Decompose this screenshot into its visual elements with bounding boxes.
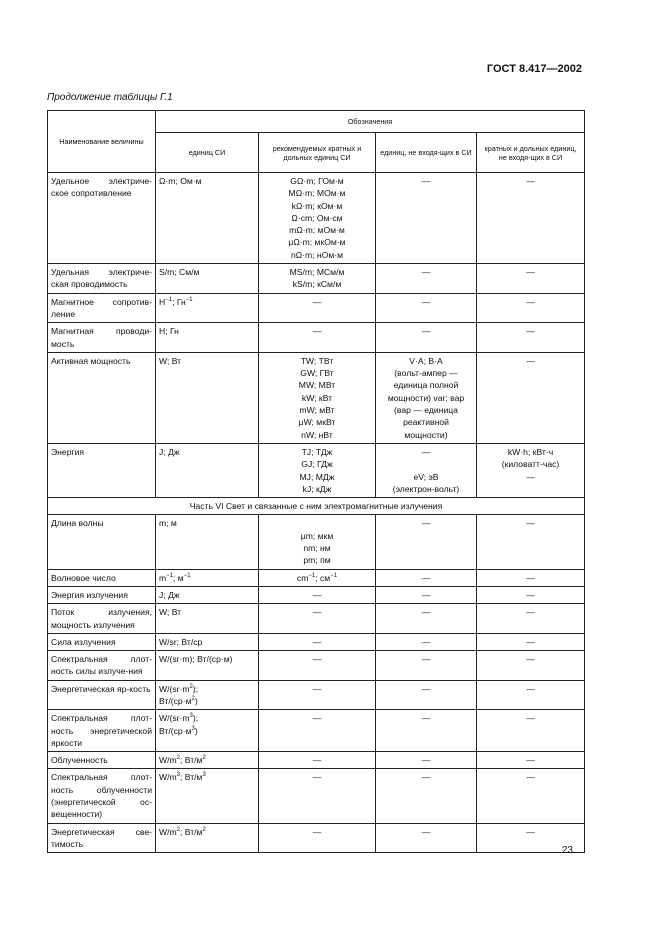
quantity-name: Магнитная проводи-мость — [48, 323, 156, 353]
si-unit-line — [159, 695, 255, 707]
si-multiple: MΩ·m; МОм·м — [288, 188, 346, 199]
non-si-multiples-cell — [477, 586, 585, 603]
si-unit-part: −1 — [185, 296, 193, 303]
quantity-name: Энергетическая яр-кость — [48, 680, 156, 710]
non-si-unit: — — [421, 683, 431, 694]
si-multiples-cell — [259, 443, 376, 497]
non-si-unit: единица полной — [393, 380, 459, 391]
non-si-multiples-cell — [477, 769, 585, 823]
table-row — [48, 323, 585, 353]
si-multiple: μW; мкВт — [298, 417, 336, 428]
non-si-multiples-cell — [477, 515, 585, 569]
si-unit-part: m — [159, 572, 167, 583]
si-unit-cell — [156, 323, 259, 353]
si-unit-cell — [156, 293, 259, 323]
non-si-cell — [376, 323, 477, 353]
quantity-name: Спектральная плот-ность облученности (энергетической ос-вещенности) — [48, 769, 156, 823]
non-si-multiple: — — [526, 572, 535, 583]
quantity-name: Активная мощность — [48, 352, 156, 443]
si-multiple: μΩ·m; мкОм·м — [288, 237, 346, 248]
non-si-multiple: — — [526, 826, 535, 837]
non-si-cell — [376, 710, 477, 752]
non-si-unit: — — [421, 826, 431, 837]
quantity-name: Энергия излучения — [48, 586, 156, 603]
si-multiple: MW; МВт — [298, 380, 336, 391]
non-si-multiples-cell — [477, 264, 585, 294]
non-si-unit: — — [421, 772, 431, 783]
si-unit: W/sr; Вт/ср — [159, 636, 203, 647]
si-multiple: MS/m; МСм/м — [289, 267, 345, 278]
non-si-multiple: — — [526, 755, 535, 766]
si-multiple-part: −1 — [330, 572, 338, 579]
si-multiple: — — [312, 636, 322, 647]
quantity-name: Спектральная плот-ность энергетической яркости — [48, 710, 156, 752]
non-si-cell — [376, 569, 477, 586]
si-multiples-cell — [259, 823, 376, 853]
si-unit-part: ; Вт/м — [180, 755, 203, 766]
table-row — [48, 680, 585, 710]
si-multiple: TW; ТВт — [300, 355, 334, 366]
si-multiples-cell — [259, 710, 376, 752]
quantity-name: Сила излучения — [48, 633, 156, 650]
si-multiple: nΩ·m; нОм·м — [290, 249, 344, 260]
si-unit-cell — [156, 680, 259, 710]
si-unit-cell — [156, 586, 259, 603]
si-unit-cell — [156, 569, 259, 586]
si-unit-part: 2 — [191, 696, 195, 703]
si-unit-cell — [156, 515, 259, 569]
non-si-cell — [376, 586, 477, 603]
non-si-multiples-cell — [477, 173, 585, 264]
page-number: 23 — [561, 845, 573, 856]
table-row — [48, 293, 585, 323]
si-unit-part: 2 — [176, 755, 181, 762]
non-si-cell — [376, 443, 477, 497]
table-row — [48, 710, 585, 752]
non-si-unit: (вар — единица — [394, 405, 458, 416]
si-multiple: kJ; кДж — [302, 483, 332, 494]
si-unit: H; Гн — [159, 326, 179, 337]
si-multiple: GW; ГВт — [300, 368, 334, 379]
si-multiple: — — [312, 654, 322, 665]
si-unit-part: 2 — [202, 755, 206, 762]
non-si-cell — [376, 264, 477, 294]
si-unit-line — [159, 725, 255, 737]
non-si-multiples-cell — [477, 293, 585, 323]
non-si-unit: мощности) — [404, 429, 448, 440]
si-multiples-cell — [259, 264, 376, 294]
si-unit-part: W/m — [159, 826, 177, 837]
si-multiple: GΩ·m; ГОм·м — [290, 176, 344, 186]
units-table — [47, 110, 585, 853]
si-multiple-part: ; см — [315, 572, 331, 583]
non-si-unit: мощности) var; вар — [387, 392, 465, 403]
section-title: Часть VI Свет и связанные с ним электромагнитные излучения — [48, 498, 585, 515]
si-unit-cell — [156, 352, 259, 443]
quantity-name: Длина волны — [48, 515, 156, 569]
si-multiples-cell — [259, 515, 376, 569]
table-row — [48, 173, 585, 264]
non-si-unit: — — [421, 296, 431, 307]
non-si-multiple: — — [526, 296, 535, 307]
quantity-name: Магнитное сопротив-ление — [48, 293, 156, 323]
non-si-multiple: — — [526, 683, 535, 694]
table-row — [48, 823, 585, 853]
si-multiples-cell — [259, 352, 376, 443]
non-si-cell — [376, 633, 477, 650]
header-non-si-units: единиц, не входя-щих в СИ — [376, 133, 477, 173]
si-multiples-cell — [259, 323, 376, 353]
si-multiples-cell — [259, 604, 376, 634]
si-multiple: kS/m; кСм/м — [292, 279, 342, 290]
si-unit-part: W/m — [159, 772, 177, 783]
si-multiple: mW; мВт — [299, 405, 335, 416]
si-unit-part: 3 — [176, 772, 181, 779]
si-unit: m; м — [159, 518, 177, 529]
table-row — [48, 569, 585, 586]
si-unit-part: W/(sr·m — [159, 683, 190, 694]
si-unit-part: ; м — [173, 572, 184, 583]
table-row — [48, 352, 585, 443]
si-unit-cell — [156, 752, 259, 769]
quantity-name: Облученность — [48, 752, 156, 769]
non-si-multiples-cell — [477, 352, 585, 443]
si-unit-part: W/m — [159, 755, 177, 766]
si-unit-cell — [156, 823, 259, 853]
non-si-unit: — — [421, 446, 431, 457]
table-row — [48, 633, 585, 650]
si-unit: W; Вт — [159, 607, 182, 618]
si-multiple: pm; пм — [303, 555, 331, 566]
non-si-unit: — — [421, 518, 431, 529]
non-si-multiple: — — [526, 267, 535, 278]
non-si-multiple: — — [526, 654, 535, 665]
non-si-multiple: — — [526, 355, 535, 366]
document-code: ГОСТ 8.417—2002 — [486, 63, 582, 75]
table-caption: Продолжение таблицы Г.1 — [47, 92, 173, 103]
non-si-multiple: — — [526, 589, 535, 600]
non-si-unit: — — [421, 755, 431, 766]
non-si-unit — [379, 458, 473, 470]
si-unit-part: H — [159, 296, 166, 307]
si-multiples-cell — [259, 680, 376, 710]
table-row — [48, 651, 585, 681]
si-unit-cell — [156, 264, 259, 294]
si-unit: J; Дж — [159, 446, 180, 457]
non-si-cell — [376, 823, 477, 853]
non-si-unit: (электрон-вольт) — [392, 483, 460, 494]
non-si-multiple: — — [526, 471, 535, 482]
header-si-multiples: рекомендуемых кратных и дольных единиц СИ — [259, 133, 376, 173]
non-si-cell — [376, 293, 477, 323]
si-multiple: TJ; ТДж — [301, 446, 333, 457]
non-si-unit: — — [421, 607, 431, 618]
si-multiples-cell — [259, 769, 376, 823]
si-multiple: GJ; ГДж — [301, 459, 333, 470]
si-unit: J; Дж — [159, 589, 180, 600]
si-unit-line — [159, 712, 255, 724]
table-row — [48, 515, 585, 569]
non-si-cell — [376, 651, 477, 681]
header-designations: Обозначения — [156, 111, 585, 133]
si-unit-part: 2 — [189, 683, 193, 690]
si-unit-part: −1 — [183, 572, 191, 579]
quantity-name: Удельная электриче-ская проводимость — [48, 264, 156, 294]
non-si-multiple: — — [526, 607, 535, 618]
non-si-multiples-cell — [477, 680, 585, 710]
si-multiple: — — [312, 713, 322, 724]
si-multiple: MJ; МДж — [299, 471, 335, 482]
si-multiples-cell — [259, 633, 376, 650]
si-unit-cell — [156, 769, 259, 823]
non-si-multiples-cell — [477, 569, 585, 586]
si-multiple: nm; нм — [303, 543, 331, 554]
table-row — [48, 769, 585, 823]
si-unit-part: ) — [194, 725, 198, 736]
non-si-cell — [376, 173, 477, 264]
non-si-cell — [376, 515, 477, 569]
si-multiple: kW; кВт — [301, 392, 333, 403]
non-si-cell — [376, 352, 477, 443]
non-si-unit: — — [421, 572, 431, 583]
si-multiple: Ω·cm; Ом·см — [291, 212, 343, 223]
non-si-unit: — — [421, 636, 431, 647]
non-si-cell — [376, 752, 477, 769]
si-unit: W; Вт — [159, 355, 182, 366]
si-unit-part: ); — [192, 683, 199, 694]
si-multiple — [262, 517, 372, 529]
non-si-unit: — — [421, 589, 431, 600]
table-body — [48, 173, 585, 853]
si-unit-part: −1 — [165, 296, 173, 303]
non-si-multiple: — — [526, 772, 535, 783]
si-multiples-cell — [259, 173, 376, 264]
section-row — [48, 498, 585, 515]
non-si-multiple: kW·h; кВт·ч — [507, 446, 554, 457]
si-unit-part: −1 — [166, 572, 174, 579]
non-si-multiple: — — [526, 176, 535, 186]
si-unit-part: ; Вт/м — [180, 826, 203, 837]
table-row — [48, 443, 585, 497]
si-multiple-part: cm — [296, 572, 309, 583]
si-multiples-cell — [259, 651, 376, 681]
si-unit: Ω·m; Ом·м — [159, 176, 202, 186]
non-si-unit: — — [421, 654, 431, 665]
table-row — [48, 264, 585, 294]
non-si-cell — [376, 604, 477, 634]
non-si-multiples-cell — [477, 443, 585, 497]
si-unit: S/m; См/м — [159, 267, 200, 278]
table-row — [48, 604, 585, 634]
non-si-multiple: — — [526, 326, 535, 337]
si-multiple: nW; нВт — [301, 429, 333, 440]
non-si-multiples-cell — [477, 651, 585, 681]
non-si-unit: (вольт-ампер — — [394, 368, 458, 379]
si-unit-part: ; Гн — [172, 296, 186, 307]
si-unit-cell — [156, 173, 259, 264]
si-multiple: — — [312, 755, 322, 766]
header-quantity-name: Наименование величины — [48, 111, 156, 173]
quantity-name: Удельное электриче-ское сопротивление — [48, 173, 156, 264]
quantity-name: Поток излучения, мощность излучения — [48, 604, 156, 634]
si-unit-part: 3 — [189, 713, 193, 720]
si-unit-part: 3 — [202, 772, 206, 779]
si-unit-part: 2 — [202, 826, 206, 833]
non-si-unit: — — [421, 176, 431, 186]
si-multiple: — — [312, 683, 322, 694]
si-unit-cell — [156, 604, 259, 634]
si-unit-cell — [156, 633, 259, 650]
si-multiple: — — [312, 772, 322, 783]
non-si-unit: — — [421, 713, 431, 724]
si-multiple: — — [312, 589, 322, 600]
si-unit-part: Вт/(ср·м — [159, 695, 192, 706]
si-unit-part: Вт/(ср·м — [159, 725, 192, 736]
non-si-multiples-cell — [477, 752, 585, 769]
non-si-cell — [376, 769, 477, 823]
non-si-multiples-cell — [477, 633, 585, 650]
non-si-multiple: — — [526, 636, 535, 647]
si-unit-part: 3 — [191, 725, 195, 732]
si-multiples-cell — [259, 752, 376, 769]
si-multiple: — — [312, 296, 322, 307]
si-multiple: kΩ·m; кОм·м — [291, 200, 343, 211]
non-si-unit: — — [421, 326, 431, 337]
si-unit-part: 2 — [176, 826, 181, 833]
si-unit: W/(sr·m); Вт/(ср·м) — [159, 654, 233, 665]
si-unit-part: ; Вт/м — [180, 772, 203, 783]
si-unit-part: ); — [192, 713, 199, 724]
si-multiple: mΩ·m; мОм·м — [289, 225, 345, 236]
non-si-multiples-cell — [477, 323, 585, 353]
table-row — [48, 752, 585, 769]
si-multiple: — — [312, 326, 322, 337]
non-si-unit: реактивной — [403, 417, 449, 428]
quantity-name: Волновое число — [48, 569, 156, 586]
non-si-cell — [376, 680, 477, 710]
non-si-multiple: — — [526, 518, 535, 529]
header-non-si-multiples: кратных и дольных единиц, не входя-щих в СИ — [477, 133, 585, 173]
si-unit-line — [159, 683, 255, 695]
non-si-multiples-cell — [477, 604, 585, 634]
header-si-units: единиц СИ — [156, 133, 259, 173]
non-si-unit: — — [421, 267, 431, 278]
si-multiple: μm; мкм — [300, 530, 334, 541]
non-si-multiples-cell — [477, 710, 585, 752]
quantity-name: Спектральная плот-ность силы излуче-ния — [48, 651, 156, 681]
si-multiple-part: −1 — [308, 572, 316, 579]
si-unit-part: W/(sr·m — [159, 713, 190, 724]
non-si-unit: eV; эВ — [413, 471, 439, 482]
si-multiple: — — [312, 607, 322, 618]
si-multiples-cell — [259, 569, 376, 586]
si-multiples-cell — [259, 586, 376, 603]
quantity-name: Энергетическая све-тимость — [48, 823, 156, 853]
quantity-name: Энергия — [48, 443, 156, 497]
si-multiples-cell — [259, 293, 376, 323]
si-unit-cell — [156, 443, 259, 497]
non-si-multiple: — — [526, 713, 535, 724]
non-si-unit: V·A; В·А — [409, 355, 443, 366]
table-row — [48, 586, 585, 603]
si-unit-part: ) — [194, 695, 198, 706]
si-multiple: — — [312, 826, 322, 837]
si-unit-cell — [156, 710, 259, 752]
non-si-multiple: (киловатт-час) — [501, 459, 560, 470]
si-unit-cell — [156, 651, 259, 681]
